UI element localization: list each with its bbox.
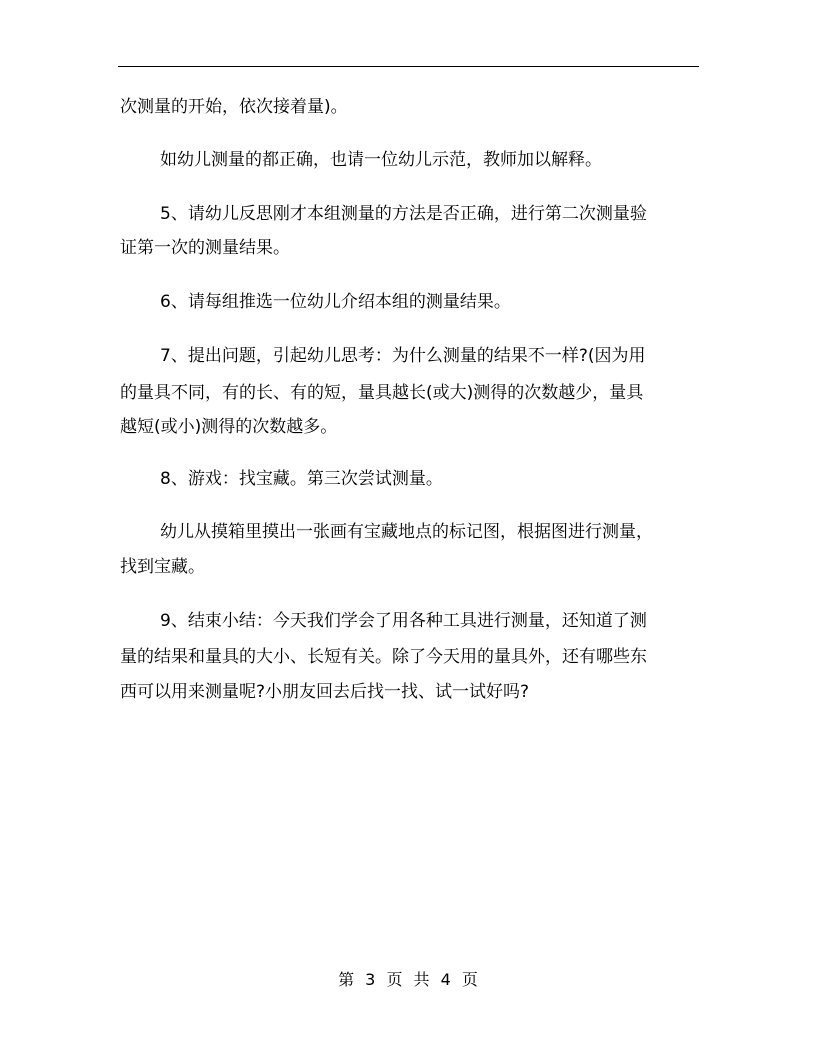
- paragraph-item-5: [160, 197, 647, 231]
- page-footer: [0, 969, 816, 991]
- paragraph-item-5-line-2: 证第一次的测量结果。: [120, 238, 290, 258]
- header-rule: [118, 66, 699, 67]
- paragraph-1-line-1: 次测量的开始，依次接着量)。: [120, 97, 348, 117]
- paragraph-7-cont: [120, 550, 205, 584]
- paragraph-item-8-line-1: 8、游戏：找宝藏。第三次尝试测量。: [160, 469, 443, 489]
- paragraph-item-9-cont-1: [120, 640, 647, 674]
- paragraph-item-9: [160, 604, 647, 638]
- paragraph-item-9-line-3: 西可以用来测量呢?小朋友回去后找一找、试一试好吗?: [120, 682, 530, 702]
- paragraph-item-6-line-1: 6、请每组推选一位幼儿介绍本组的测量结果。: [160, 292, 511, 312]
- paragraph-item-9-line-2: 量的结果和量具的大小、长短有关。除了今天用的量具外，还有哪些东: [120, 647, 647, 667]
- paragraph-item-6: [160, 285, 511, 319]
- paragraph-item-5-line-1: 5、请幼儿反思刚才本组测量的方法是否正确，进行第二次测量验: [160, 204, 647, 224]
- paragraph-item-9-cont-2: [120, 675, 529, 709]
- paragraph-item-5-cont: [120, 231, 290, 265]
- paragraph-item-9-line-1: 9、结束小结：今天我们学会了用各种工具进行测量，还知道了测: [160, 611, 647, 631]
- page-number-label: 第 3 页 共 4 页: [338, 970, 478, 989]
- paragraph-item-7-cont-2: [120, 410, 337, 444]
- paragraph-1: [120, 90, 348, 124]
- paragraph-2: [160, 143, 602, 177]
- paragraph-item-7-line-2: 的量具不同，有的长、有的短，量具越长(或大)测得的次数越少，量具: [120, 383, 644, 403]
- paragraph-7: [160, 515, 653, 549]
- paragraph-7-line-1: 幼儿从摸箱里摸出一张画有宝藏地点的标记图，根据图进行测量，: [160, 522, 653, 542]
- paragraph-7-line-2: 找到宝藏。: [120, 557, 205, 577]
- paragraph-item-8: [160, 462, 443, 496]
- paragraph-item-7-cont-1: [120, 376, 643, 410]
- paragraph-item-7-line-3: 越短(或小)测得的次数越多。: [120, 417, 338, 437]
- paragraph-item-7-line-1: 7、提出问题，引起幼儿思考：为什么测量的结果不一样?(因为用: [160, 346, 646, 366]
- paragraph-2-line-1: 如幼儿测量的都正确，也请一位幼儿示范，教师加以解释。: [160, 150, 602, 170]
- paragraph-item-7: [160, 339, 645, 373]
